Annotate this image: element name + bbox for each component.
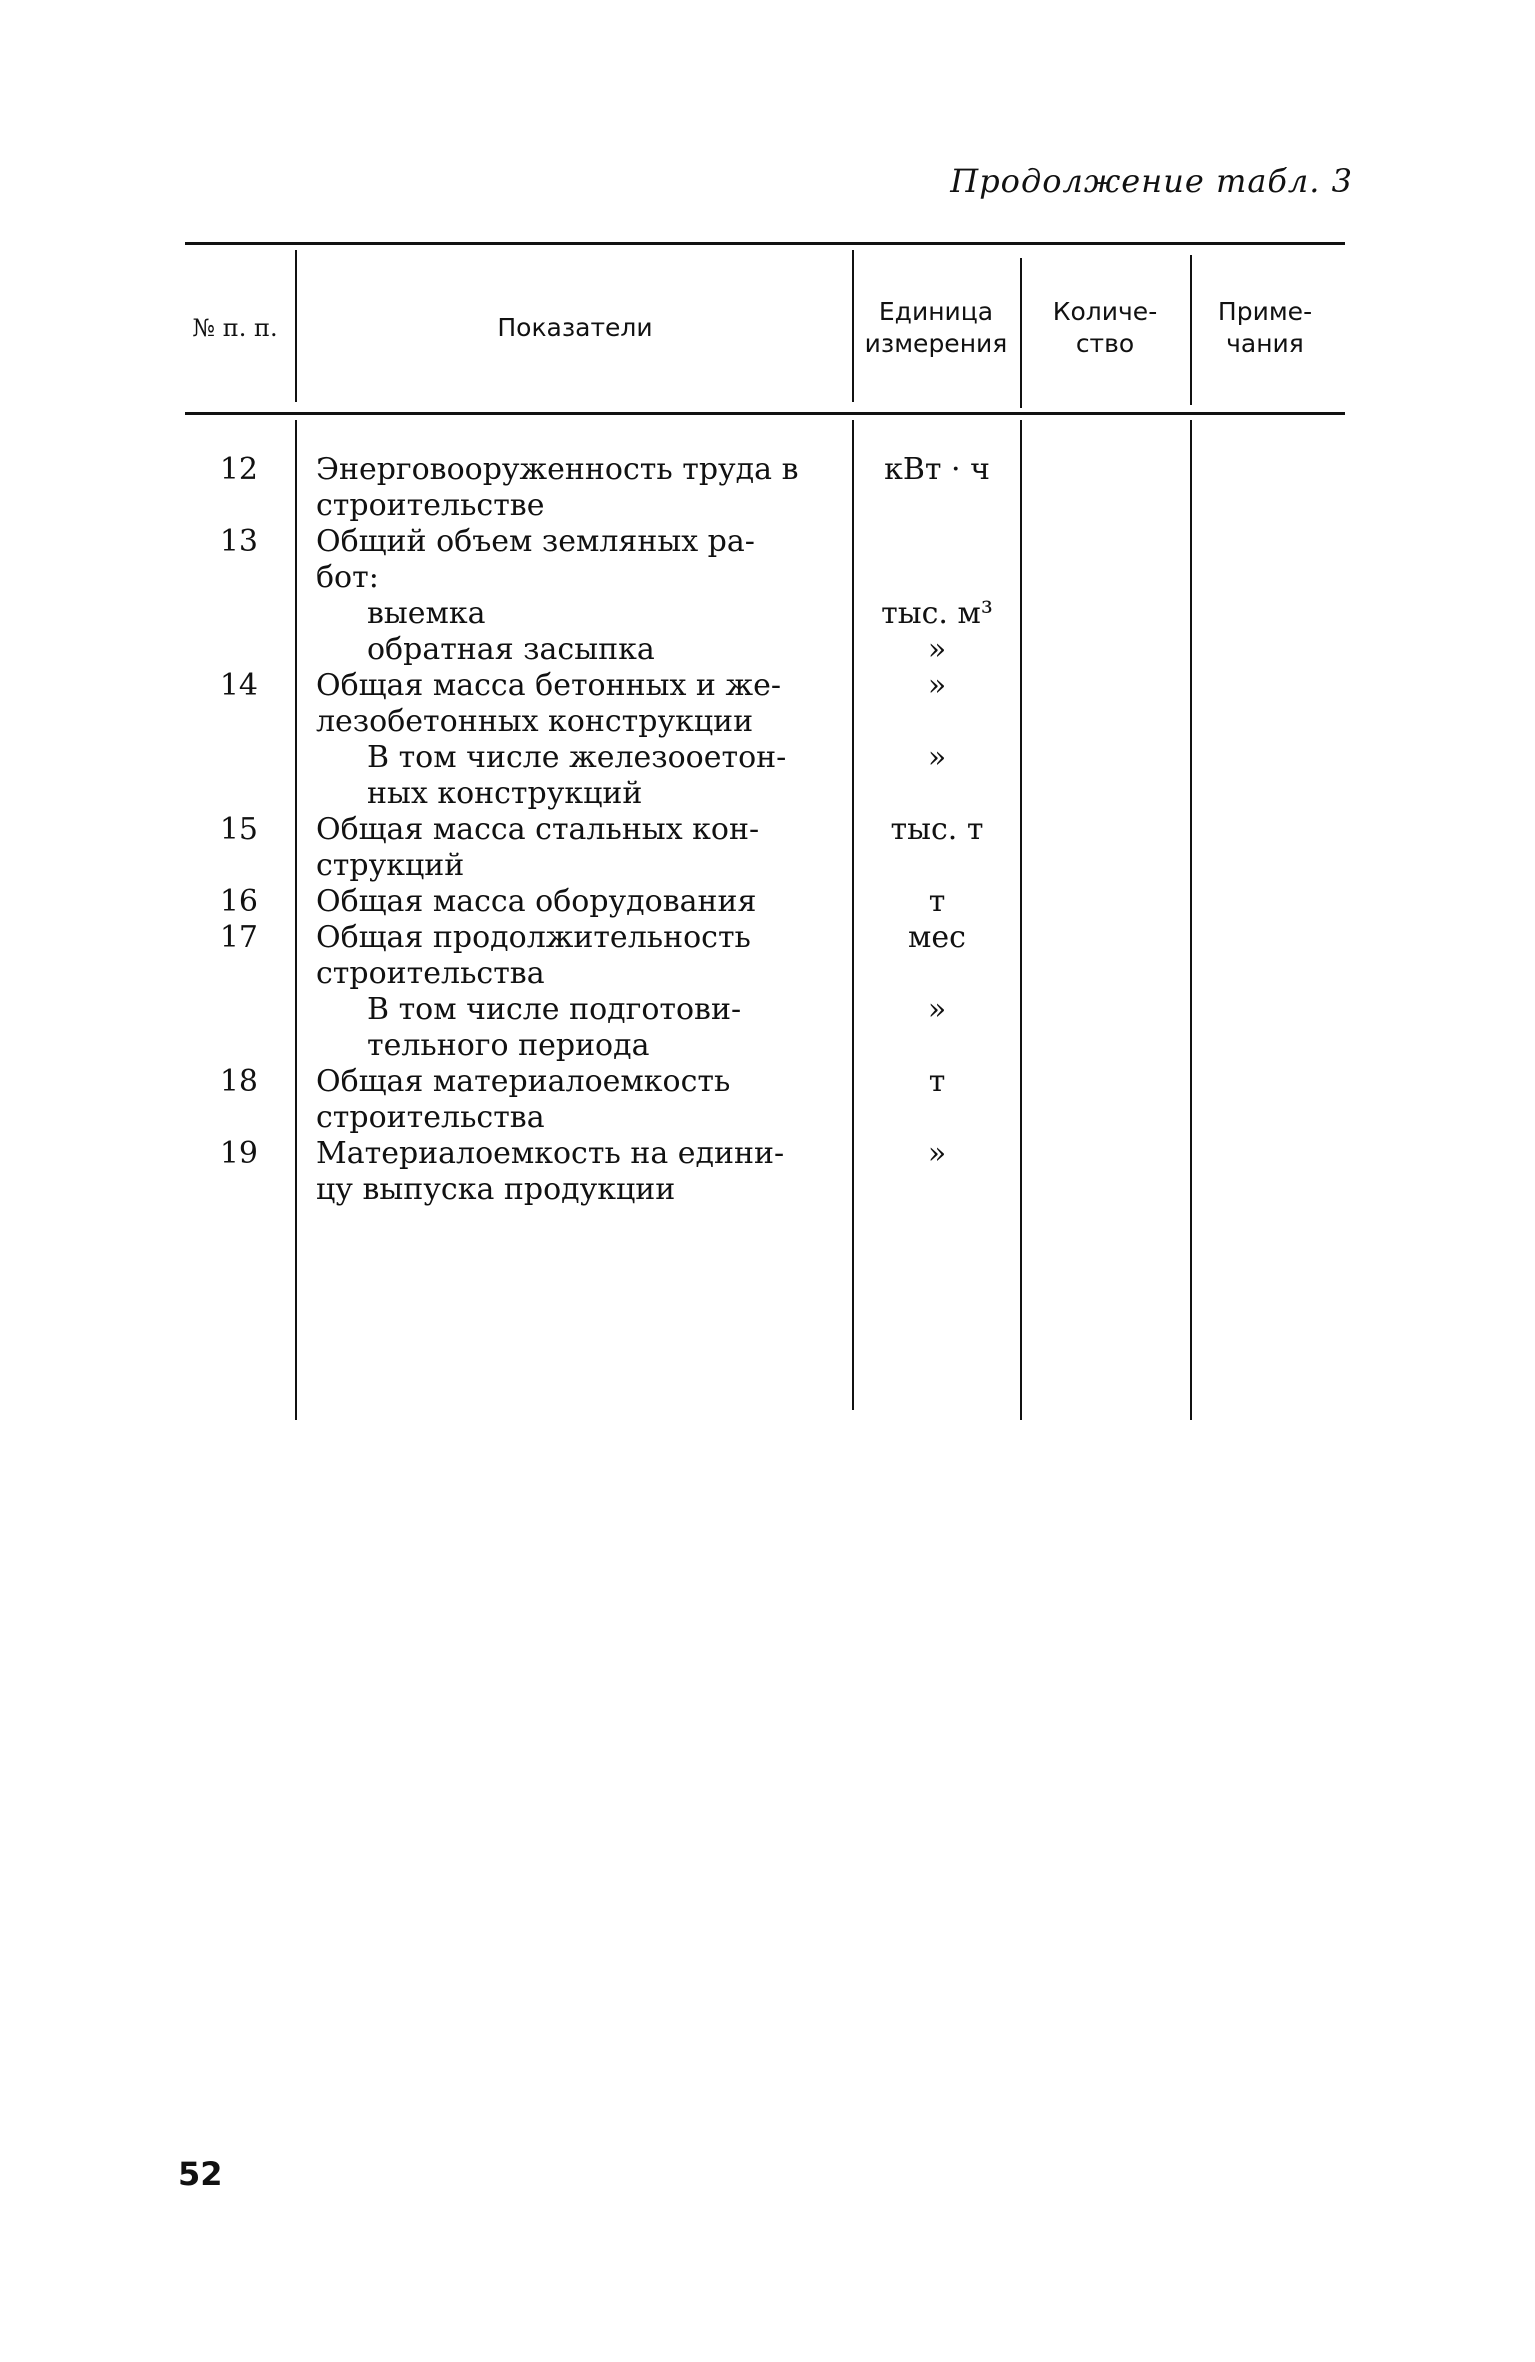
table-row <box>0 1172 1535 1208</box>
table-row <box>0 884 1535 920</box>
unit-cell: тыс. м³ <box>881 596 993 631</box>
indicator-text: Общая продолжительность <box>316 920 751 955</box>
header-indicators: Показатели <box>497 312 653 342</box>
indicator-text: струкций <box>316 848 465 883</box>
indicator-text: Энерговооруженность труда в <box>316 452 799 487</box>
column-divider <box>295 250 297 402</box>
indicator-text: Общая масса оборудования <box>316 884 757 919</box>
table-row <box>0 956 1535 992</box>
table-row <box>0 1064 1535 1100</box>
unit-cell: » <box>927 740 947 775</box>
table-row <box>0 524 1535 560</box>
indicator-text: Общая материалоемкость <box>316 1064 731 1099</box>
header-quantity: Количе- ство <box>1052 296 1158 358</box>
table-row <box>0 452 1535 488</box>
table-row <box>0 740 1535 776</box>
unit-cell: » <box>927 668 947 703</box>
unit-cell: » <box>927 632 947 667</box>
row-number: 15 <box>219 812 258 847</box>
table-row <box>0 704 1535 740</box>
indicator-text: строительства <box>316 1100 545 1135</box>
unit-cell: мес <box>908 920 966 955</box>
indicator-text: Материалоемкость на едини- <box>316 1136 785 1171</box>
unit-cell: тыс. т <box>890 812 984 847</box>
table-caption: Продолжение табл. 3 <box>950 162 1353 200</box>
table-row <box>0 920 1535 956</box>
table-row <box>0 1136 1535 1172</box>
indicator-text: Общий объем земляных ра- <box>316 524 755 559</box>
table-row <box>0 848 1535 884</box>
table-top-rule <box>185 242 1345 245</box>
indicator-text: Общая масса стальных кон- <box>316 812 760 847</box>
table-header-rule <box>185 412 1345 415</box>
indicator-text: выемка <box>367 596 486 631</box>
header-unit: Единица измерения <box>864 296 1008 358</box>
indicator-text: строительства <box>316 956 545 991</box>
indicator-text: В том числе железооетон- <box>367 740 787 775</box>
indicator-text: тельного периода <box>367 1028 650 1063</box>
row-number: 17 <box>219 920 258 955</box>
indicator-text: строительстве <box>316 488 545 523</box>
indicator-text: Общая масса бетонных и же- <box>316 668 781 703</box>
unit-cell: т <box>928 1064 946 1099</box>
unit-cell: » <box>927 992 947 1027</box>
row-number: 13 <box>219 524 258 559</box>
indicator-text: В том числе подготови- <box>367 992 742 1027</box>
table-row <box>0 632 1535 668</box>
row-number: 12 <box>219 452 258 487</box>
table-row <box>0 1100 1535 1136</box>
table-row <box>0 668 1535 704</box>
header-number: № п. п. <box>192 313 278 342</box>
indicator-text: цу выпуска продукции <box>316 1172 676 1207</box>
indicator-text: обратная засыпка <box>367 632 655 667</box>
table-body <box>0 452 1535 1208</box>
table-row <box>0 776 1535 812</box>
row-number: 14 <box>219 668 258 703</box>
indicator-text: ных конструкций <box>367 776 643 811</box>
unit-cell: кВт · ч <box>884 452 990 487</box>
indicator-text: бот: <box>316 560 379 595</box>
header-notes: Приме- чания <box>1217 296 1313 358</box>
table-row <box>0 812 1535 848</box>
table-row <box>0 596 1535 632</box>
indicator-text: лезобетонных конструкции <box>316 704 754 739</box>
row-number: 16 <box>219 884 258 919</box>
unit-cell: т <box>928 884 946 919</box>
table-row <box>0 992 1535 1028</box>
table-row <box>0 560 1535 596</box>
table-row <box>0 488 1535 524</box>
table-row <box>0 1028 1535 1064</box>
unit-cell: » <box>927 1136 947 1171</box>
row-number: 18 <box>219 1064 258 1099</box>
row-number: 19 <box>219 1136 258 1171</box>
page-number: 52 <box>178 2155 223 2193</box>
